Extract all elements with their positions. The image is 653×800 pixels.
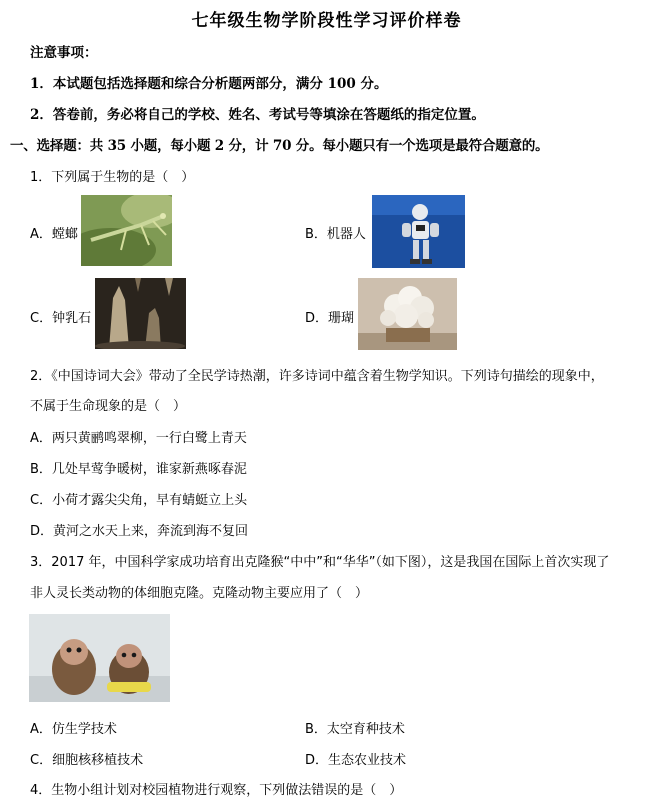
section-heading: 一、选择题：共 35 小题，每小题 2 分，计 70 分。每小题只有一个选项是最符合题意的。 xyxy=(10,138,549,154)
q2-stem-line-2: 不属于生命现象的是（ ） xyxy=(30,399,187,414)
q3-option-a: A．仿生学技术 xyxy=(30,722,117,737)
mantis-image xyxy=(81,195,172,266)
cloned-monkeys-image xyxy=(29,614,170,702)
q1-option-a: A．螳螂 xyxy=(30,227,78,242)
q1-option-c: C．钟乳石 xyxy=(30,311,92,326)
q3-option-d: D．生态农业技术 xyxy=(305,753,407,768)
stalactite-image xyxy=(95,278,186,349)
q3-stem-line-2: 非人灵长类动物的体细胞克隆。克隆动物主要应用了（ ） xyxy=(30,586,369,601)
q4-stem: 4．生物小组计划对校园植物进行观察，下列做法错误的是（ ） xyxy=(30,783,403,798)
q1-option-d: D．珊瑚 xyxy=(305,311,355,326)
coral-image xyxy=(358,278,457,350)
notice-item-2: 2．答卷前，务必将自己的学校、姓名、考试号等填涂在答题纸的指定位置。 xyxy=(30,107,485,123)
q2-stem-line-1: 2．《中国诗词大会》带动了全民学诗热潮，许多诗词中蕴含着生物学知识。下列诗句描绘的现象中， xyxy=(30,369,604,384)
notice-item-1: 1．本试题包括选择题和综合分析题两部分，满分 100 分。 xyxy=(30,76,388,92)
page-title: 七年级生物学阶段性学习评价样卷 xyxy=(191,11,462,31)
q2-option-d: D．黄河之水天上来，奔流到海不复回 xyxy=(30,524,249,539)
q2-option-a: A．两只黄鹂鸣翠柳，一行白鹭上青天 xyxy=(30,431,247,446)
notice-heading: 注意事项： xyxy=(30,45,98,61)
q1-option-b: B．机器人 xyxy=(305,227,366,242)
q3-stem-line-1: 3．2017 年，中国科学家成功培育出克隆猴“中中”和“华华”（如下图），这是我国在国际上首次实现了 xyxy=(30,555,610,570)
q3-option-b: B．太空育种技术 xyxy=(305,722,405,737)
q3-option-c: C．细胞核移植技术 xyxy=(30,753,144,768)
q1-stem: 1．下列属于生物的是（ ） xyxy=(30,170,195,185)
q2-option-c: C．小荷才露尖尖角，早有蜻蜓立上头 xyxy=(30,493,248,508)
robot-image xyxy=(372,195,465,268)
q2-option-b: B．几处早莺争暖树，谁家新燕啄春泥 xyxy=(30,462,247,477)
